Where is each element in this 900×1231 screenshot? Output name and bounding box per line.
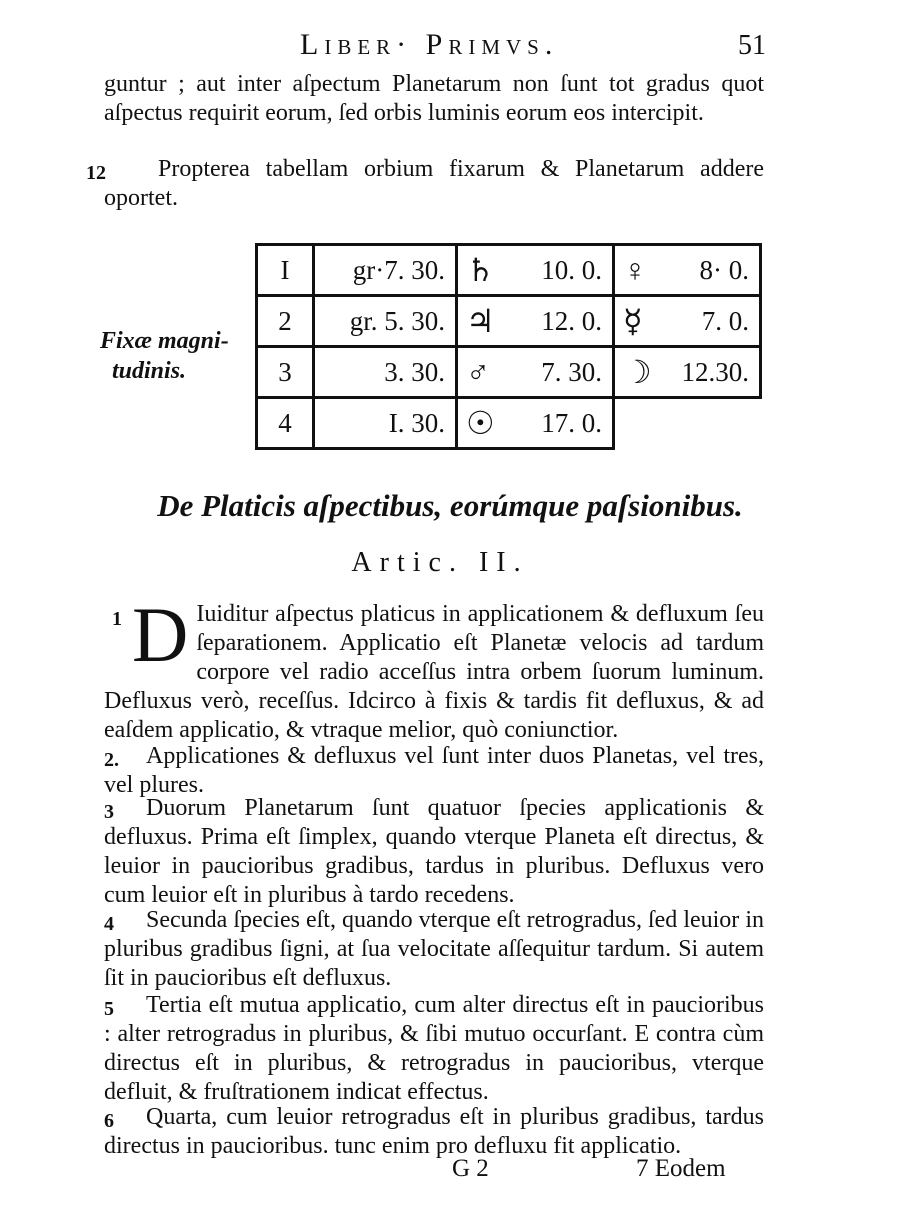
table-row xyxy=(257,245,761,296)
magnitude-cell: 3 xyxy=(257,347,314,398)
saturn-icon: ♄ xyxy=(466,252,495,288)
paragraph-5 xyxy=(104,991,764,1107)
item-12-paragraph: Propterea tabellam orbium fixarum & Planetarum addere oportet. xyxy=(104,156,764,211)
mercury-icon: ☿ xyxy=(623,303,643,339)
fixed-orb-cell: 3. 30. xyxy=(314,347,457,398)
orbs-table xyxy=(255,243,762,450)
planet-cell xyxy=(457,296,614,347)
catchword: 7 Eodem xyxy=(636,1155,726,1182)
jupiter-icon: ♃ xyxy=(466,303,495,339)
side-label-line2: tudinis. xyxy=(112,358,187,384)
planet-orb-value: 7. 0. xyxy=(701,306,749,336)
planet-cell xyxy=(614,347,761,398)
table-row xyxy=(257,296,761,347)
paragraph-number-5: 5 xyxy=(104,998,114,1020)
page-number: 51 xyxy=(738,30,766,61)
paragraph-number-2: 2. xyxy=(104,749,119,771)
moon-icon: ☽ xyxy=(623,354,652,390)
continuation-paragraph: guntur ; aut inter aſpectum Planetarum non ſunt tot gradus quot aſpectus requirit eorum, ſed orbis luminis eorum eos intercipit. xyxy=(104,71,764,126)
table-row xyxy=(257,347,761,398)
fixed-orb-cell: gr. 5. 30. xyxy=(314,296,457,347)
paragraph-number-6: 6 xyxy=(104,1110,114,1132)
paragraph-3-text: Duorum Planetarum ſunt quatuor ſpecies applicationis & defluxus. Prima eſt ſimplex, quando vterque Planeta eſt directus, & leuior in paucioribus gradibus, tardus in pluribus. Defluxus vero cum leuior eſt in pluribus à tardo recedens. xyxy=(104,795,764,908)
paragraph-6 xyxy=(104,1103,764,1161)
planet-orb-value: 17. 0. xyxy=(541,408,602,438)
table-side-label xyxy=(100,326,250,386)
planet-orb-value: 10. 0. xyxy=(541,255,602,285)
planet-cell xyxy=(457,347,614,398)
sun-icon: ☉ xyxy=(466,405,495,441)
paragraph-2 xyxy=(104,742,764,800)
paragraph-4-text: Secunda ſpecies eſt, quando vterque eſt retrogradus, ſed leuior in pluribus gradibus ſigni, at ſua velocitate aſſequitur tardum. Si autem ſit in paucioribus eſt defluxus. xyxy=(104,907,764,991)
planet-cell xyxy=(457,245,614,296)
paragraph-1 xyxy=(104,591,764,745)
side-label-line1: Fixæ magni- xyxy=(100,328,229,354)
paragraph-4 xyxy=(104,906,764,993)
planet-orb-value: 12.30. xyxy=(681,357,749,387)
magnitude-cell: 2 xyxy=(257,296,314,347)
paragraph-3 xyxy=(104,794,764,910)
planet-cell xyxy=(457,398,614,449)
signature-mark: G 2 xyxy=(452,1155,489,1182)
running-title: Liber· Primvs. xyxy=(300,28,559,61)
paragraph-number-3: 3 xyxy=(104,801,114,823)
running-head xyxy=(0,28,900,68)
magnitude-cell: I xyxy=(257,245,314,296)
paragraph-number-4: 4 xyxy=(104,913,114,935)
drop-cap: D xyxy=(132,591,189,678)
planet-cell xyxy=(614,296,761,347)
paragraph-5-text: Tertia eſt mutua applicatio, cum alter directus eſt in paucioribus : alter retrogradus in pluribus, & ſibi mutuo occurſant. E contra cùm directus eſt in pluribus, & retrogradus in paucioribus, vterque defluit, & fruſtrationem indicat effectus. xyxy=(104,992,764,1105)
mars-icon: ♂ xyxy=(466,354,490,390)
article-heading: Artic. II. xyxy=(351,547,529,578)
planet-orb-value: 8· 0. xyxy=(699,255,749,285)
paragraph-2-text: Applicationes & defluxus vel ſunt inter duos Planetas, vel tres, vel plures. xyxy=(104,743,764,798)
paragraph-1-text: Iuiditur aſpectus platicus in applicationem & defluxum ſeu ſeparationem. Applicatio eſt Planetæ velocis ad tardum corpore vel radio acceſſus intra orbem ſuorum luminum. Defluxus verò, receſſus. Idcirco à fixis & tardis fit defluxus, & ad eaſdem applicatio, & vtraque melior, quò coniunctior. xyxy=(104,601,764,743)
planet-cell xyxy=(614,245,761,296)
paragraph-number-1: 1 xyxy=(112,608,122,630)
paragraph-6-text: Quarta, cum leuior retrogradus eſt in pluribus gradibus, tardus directus in paucioribus. tunc enim pro defluxu fit applicatio. xyxy=(104,1104,764,1159)
fixed-orb-cell: gr·7. 30. xyxy=(314,245,457,296)
section-title: De Platicis aſpectibus, eorúmque paſsionibus. xyxy=(157,488,743,523)
table-row xyxy=(257,398,761,449)
empty-cell xyxy=(614,398,761,449)
planet-orb-value: 12. 0. xyxy=(541,306,602,336)
page-footer xyxy=(0,1155,900,1189)
planet-orb-value: 7. 30. xyxy=(541,357,602,387)
item-number-12: 12 xyxy=(86,162,106,184)
magnitude-cell: 4 xyxy=(257,398,314,449)
fixed-orb-cell: I. 30. xyxy=(314,398,457,449)
venus-icon: ♀ xyxy=(623,252,647,288)
